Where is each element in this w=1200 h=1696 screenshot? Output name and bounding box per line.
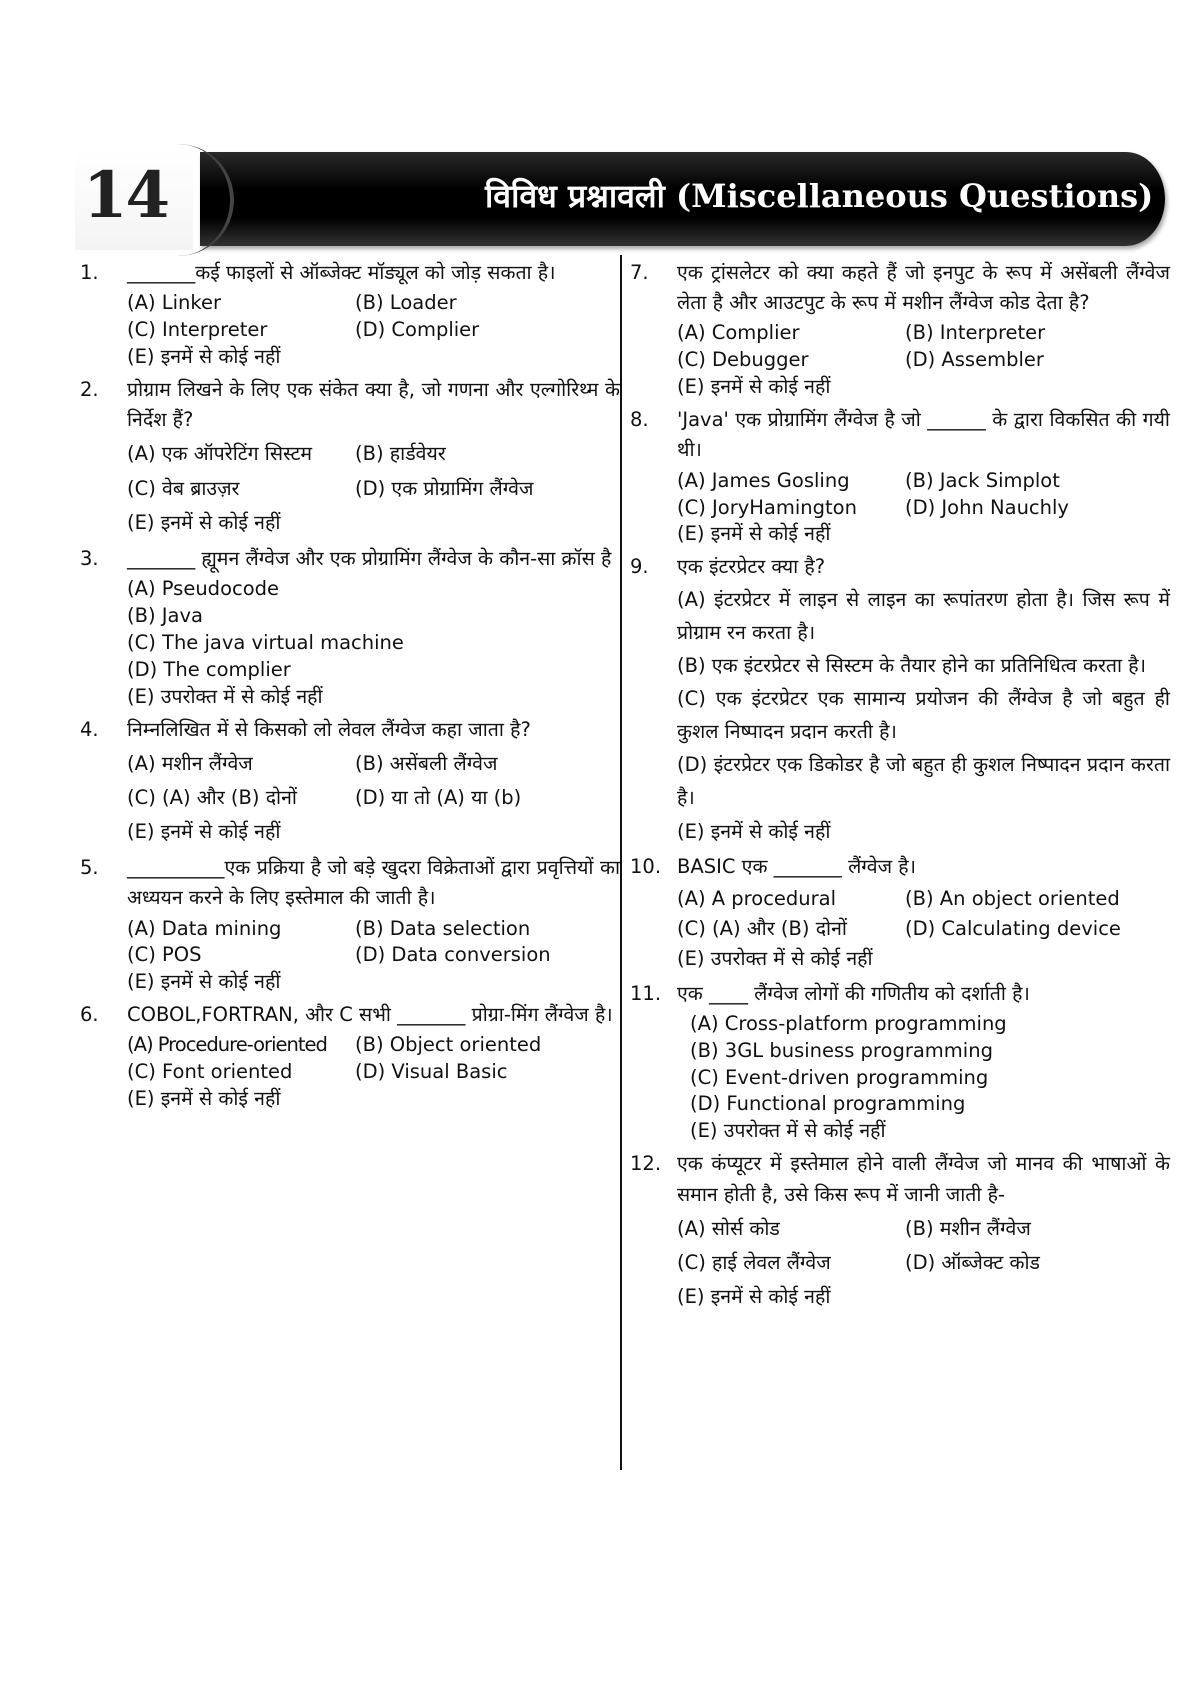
- question-text: __________एक प्रक्रिया है जो बड़े खुदरा विक्रेताओं द्वारा प्रवृत्तियों का अध्ययन करने के लिए इस्तेमाल की जाती है।: [127, 856, 620, 910]
- option-e: (E) इनमें से कोई नहीं: [127, 970, 281, 994]
- option-d: (D) John Nauchly: [905, 495, 1069, 519]
- option-a: (A) Data mining: [127, 916, 282, 940]
- option-b: (B) एक इंटरप्रेटर से सिस्टम के तैयार होने का प्रतिनिधित्व करता है।: [677, 653, 1147, 677]
- option-b: (B) An object oriented: [905, 886, 1120, 910]
- option-e: (E) उपरोक्त में से कोई नहीं: [677, 947, 873, 971]
- question-number: 9.: [630, 555, 649, 579]
- option-e: (E) इनमें से कोई नहीं: [127, 510, 281, 534]
- option-b: (B) Interpreter: [905, 321, 1046, 345]
- option-e: (E) उपरोक्त में से कोई नहीं: [690, 1119, 886, 1143]
- question-1: [80, 258, 620, 371]
- option-a: (A) एक ऑपरेटिंग सिस्टम: [127, 442, 313, 466]
- option-b: (B) Object oriented: [355, 1033, 542, 1057]
- question-text: एक ____ लैंग्वेज लोगों की गणितीय को दर्शाती है।: [677, 981, 1030, 1005]
- option-d: (D) Calculating device: [905, 917, 1121, 941]
- question-text: एक इंटरप्रेटर क्या है?: [677, 555, 826, 579]
- options: [127, 916, 620, 997]
- options: [690, 1011, 1170, 1146]
- option-b: (B) Data selection: [355, 916, 531, 940]
- question-5: [80, 853, 620, 996]
- option-e: (E) उपरोक्त में से कोई नहीं: [127, 684, 323, 708]
- options: [677, 320, 1170, 401]
- right-column: [630, 258, 1170, 1318]
- question-number: 8.: [630, 408, 649, 432]
- option-d: (D) ऑब्जेक्ट कोड: [905, 1250, 1040, 1274]
- option-b: (B) Loader: [355, 291, 457, 315]
- option-d: (D) Functional programming: [690, 1092, 966, 1116]
- option-a: (A) James Gosling: [677, 468, 850, 492]
- option-a: (A) Complier: [677, 321, 800, 345]
- option-e: (E) इनमें से कोई नहीं: [677, 522, 831, 546]
- question-12: [630, 1149, 1170, 1314]
- option-e: (E) इनमें से कोई नहीं: [677, 1284, 831, 1308]
- options: [677, 1212, 1170, 1314]
- options: [127, 290, 620, 371]
- option-a: (A) Cross-platform programming: [690, 1011, 1007, 1035]
- question-text: COBOL,FORTRAN, और C सभी _______ प्रोग्रा-मिंग लैंग्वेज है।: [127, 1003, 613, 1027]
- column-divider: [620, 255, 622, 1470]
- question-7: [630, 258, 1170, 401]
- question-text: निम्नलिखित में से किसको लो लेवल लैंग्वेज कहा जाता है?: [127, 717, 531, 741]
- header-bar: [200, 152, 1165, 246]
- option-d: (D) Data conversion: [355, 943, 551, 967]
- question-number: 1.: [80, 261, 99, 284]
- option-b: (B) Jack Simplot: [905, 468, 1060, 492]
- option-d: (D) Complier: [355, 318, 480, 342]
- question-number: 3.: [80, 546, 99, 570]
- question-number: 12.: [630, 1152, 662, 1176]
- option-a: (A) इंटरप्रेटर में लाइन से लाइन का रूपांतरण होता है। जिस रूप में प्रोग्राम रन करता है।: [677, 587, 1170, 644]
- option-a: (A) Linker: [127, 291, 222, 315]
- question-text: एक ट्रांसलेटर को क्या कहते हैं जो इनपुट के रूप में असेंबली लैंग्वेज लेता है और आउटपुट के रूप में मशीन लैंग्वेज कोड देता है?: [677, 261, 1170, 315]
- option-c: (C) (A) और (B) दोनों: [677, 917, 847, 941]
- option-c: (C) Font oriented: [127, 1060, 293, 1084]
- question-text: BASIC एक _______ लैंग्वेज है।: [677, 854, 917, 878]
- option-d: (D) एक प्रोग्रामिंग लैंग्वेज: [355, 476, 534, 500]
- chapter-title: विविध प्रश्नावली (Miscellaneous Questions): [485, 177, 1154, 215]
- option-c: (C) एक इंटरप्रेटर एक सामान्य प्रयोजन की लैंग्वेज है जो बहुत ही कुशल निष्पादन प्रदान करती है।: [677, 686, 1170, 744]
- left-column: [80, 258, 620, 1117]
- question-text: 'Java' एक प्रोग्रामिंग लैंग्वेज है जो ______ के द्वारा विकसित की गयी थी।: [677, 408, 1170, 462]
- chapter-header: [75, 150, 1165, 250]
- options: [677, 884, 1170, 975]
- question-9: [630, 552, 1170, 847]
- question-text: _______ ह्यूमन लैंग्वेज और एक प्रोग्रामिंग लैंग्वेज के कौन-सा क्रॉस है: [127, 546, 612, 570]
- question-4: [80, 715, 620, 850]
- options: [677, 468, 1170, 549]
- question-number: 10.: [630, 854, 662, 878]
- options: [127, 1032, 620, 1113]
- question-8: [630, 405, 1170, 548]
- question-2: [80, 375, 620, 540]
- option-c: (C) हाई लेवल लैंग्वेज: [677, 1250, 831, 1274]
- option-e: (E) इनमें से कोई नहीं: [127, 345, 281, 369]
- option-b: (B) मशीन लैंग्वेज: [905, 1216, 1031, 1240]
- option-e: (E) इनमें से कोई नहीं: [127, 819, 281, 843]
- option-a: (A) A procedural: [677, 886, 837, 910]
- option-a: (A) Procedure-oriented: [127, 1033, 327, 1057]
- option-d: (D) Visual Basic: [355, 1060, 508, 1084]
- question-number: 7.: [630, 261, 649, 284]
- question-number: 5.: [80, 856, 99, 880]
- options: [127, 437, 620, 539]
- option-b: (B) 3GL business programming: [690, 1038, 993, 1062]
- option-b: (B) असेंबली लैंग्वेज: [355, 751, 498, 775]
- option-c: (C) POS: [127, 943, 202, 967]
- option-e: (E) इनमें से कोई नहीं: [127, 1087, 281, 1111]
- option-c: (C) Event-driven programming: [690, 1065, 989, 1089]
- options: [127, 576, 620, 711]
- question-text: एक कंप्यूटर में इस्तेमाल होने वाली लैंग्वेज जो मानव की भाषाओं के समान होती है, उसे किस रूप में जानी जाती है-: [677, 1152, 1170, 1206]
- options: [677, 583, 1170, 848]
- option-c: (C) Interpreter: [127, 318, 268, 342]
- option-a: (A) मशीन लैंग्वेज: [127, 751, 253, 775]
- option-d: (D) इंटरप्रेटर एक डिकोडर है जो बहुत ही कुशल निष्पादन प्रदान करता है।: [677, 753, 1170, 810]
- question-3: [80, 544, 620, 711]
- question-number: 11.: [630, 981, 662, 1005]
- option-d: (D) The complier: [127, 657, 291, 681]
- option-b: (B) Java: [127, 603, 203, 627]
- options: [127, 747, 620, 849]
- option-a: (A) Pseudocode: [127, 576, 280, 600]
- option-c: (C) Debugger: [677, 348, 809, 372]
- option-e: (E) इनमें से कोई नहीं: [677, 375, 831, 399]
- option-d: (D) Assembler: [905, 348, 1044, 372]
- question-6: [80, 1000, 620, 1113]
- option-c: (C) वेब ब्राउज़र: [127, 476, 240, 500]
- question-11: [630, 979, 1170, 1146]
- question-number: 4.: [80, 717, 99, 741]
- option-c: (C) (A) और (B) दोनों: [127, 785, 297, 809]
- question-text: प्रोग्राम लिखने के लिए एक संकेत क्या है, जो गणना और एल्गोरिथ्म के निर्देश हैं?: [127, 377, 620, 432]
- option-a: (A) सोर्स कोड: [677, 1216, 780, 1240]
- chapter-number: 14: [83, 158, 169, 233]
- option-c: (C) JoryHamington: [677, 495, 857, 519]
- question-number: 6.: [80, 1003, 99, 1027]
- option-e: (E) इनमें से कोई नहीं: [677, 819, 831, 843]
- option-b: (B) हार्डवेयर: [355, 442, 446, 466]
- question-10: [630, 852, 1170, 975]
- option-d: (D) या तो (A) या (b): [355, 785, 522, 809]
- question-text: _______कई फाइलों से ऑब्जेक्ट मॉड्यूल को जोड़ सकता है।: [127, 261, 556, 284]
- option-c: (C) The java virtual machine: [127, 630, 404, 654]
- question-number: 2.: [80, 377, 99, 401]
